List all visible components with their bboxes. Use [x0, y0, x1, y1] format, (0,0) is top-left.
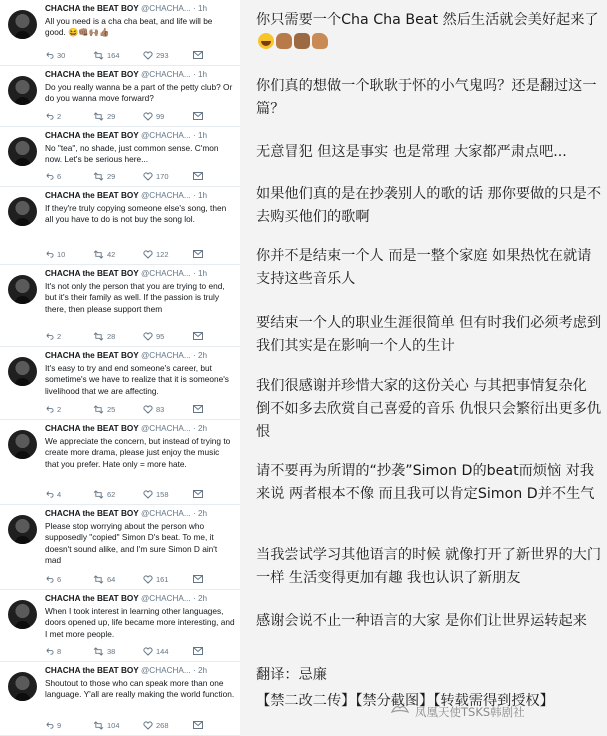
like-button[interactable]: [143, 332, 164, 341]
retweet-button[interactable]: [93, 647, 115, 656]
reply-button[interactable]: [45, 721, 61, 730]
tweet-header: [45, 350, 235, 362]
tweet-list: [0, 0, 240, 736]
reply-count: 6: [57, 575, 62, 584]
direct-message-button[interactable]: [193, 575, 203, 583]
like-button[interactable]: [143, 51, 169, 60]
tweet-header: [45, 130, 235, 142]
retweet-count: 164: [107, 51, 120, 60]
display-name[interactable]: CHACHA the BEAT BOY: [45, 594, 139, 603]
reply-button[interactable]: [45, 647, 61, 656]
tweet[interactable]: [0, 505, 240, 590]
like-button[interactable]: [143, 721, 169, 730]
translation-4: 如果他们真的是在抄袭别人的歌的话 那你要做的只是不去购买他们的歌啊: [256, 186, 602, 225]
fist-bump-icon: [276, 33, 292, 49]
like-button[interactable]: [143, 250, 169, 259]
envelope-icon: [193, 575, 203, 583]
reply-icon: [45, 575, 54, 584]
tweet-time[interactable]: · 2h: [192, 424, 208, 433]
reply-count: 2: [57, 405, 62, 414]
thumbs-up-icon: [312, 33, 328, 49]
tweet-text: Shoutout to those who can speak more than one language. Y'all are really making the world function.: [45, 678, 235, 700]
like-count: 170: [156, 172, 169, 181]
tweet-header: [45, 190, 235, 202]
user-handle[interactable]: @CHACHA...: [140, 351, 191, 360]
retweet-icon: [93, 405, 104, 414]
tweet-body: [45, 190, 235, 226]
avatar[interactable]: [8, 515, 37, 544]
avatar[interactable]: [8, 672, 37, 701]
tweet-text: It's easy to try and end someone's career, but sometime's we have to realize that it is someone's livelihood that we are affecting.: [45, 363, 229, 396]
reply-icon: [45, 405, 54, 414]
retweet-count: 25: [107, 405, 116, 414]
retweet-button[interactable]: [93, 112, 115, 121]
tweet[interactable]: [0, 265, 240, 347]
retweet-button[interactable]: [93, 575, 115, 584]
display-name[interactable]: CHACHA the BEAT BOY: [45, 424, 139, 433]
retweet-count: 62: [107, 490, 116, 499]
display-name[interactable]: CHACHA the BEAT BOY: [45, 509, 139, 518]
tweet[interactable]: [0, 66, 240, 127]
retweet-count: 28: [107, 332, 116, 341]
reply-count: 8: [57, 647, 62, 656]
tweet-body: [45, 423, 235, 470]
avatar[interactable]: [8, 357, 37, 386]
tweet-text: If they're truly copying someone else's song, then all you have to do is not buy the song lol.: [45, 203, 227, 225]
retweet-count: 104: [107, 721, 120, 730]
direct-message-button[interactable]: [193, 721, 203, 729]
tweet-header: [45, 69, 235, 81]
translation-3: 无意冒犯 但这是事实 也是常理 大家都严肃点吧...: [256, 144, 567, 160]
display-name[interactable]: CHACHA the BEAT BOY: [45, 666, 139, 675]
retweet-icon: [93, 172, 104, 181]
retweet-button[interactable]: [93, 51, 120, 60]
tweet[interactable]: [0, 347, 240, 420]
avatar[interactable]: [8, 600, 37, 629]
retweet-button[interactable]: [93, 172, 115, 181]
heart-icon: [143, 332, 153, 341]
tweet[interactable]: [0, 127, 240, 187]
reply-count: 30: [57, 51, 66, 60]
direct-message-button[interactable]: [193, 112, 203, 120]
tweet-text: We appreciate the concern, but instead of trying to create more drama, please just enjoy the music that you prefer. Hate only = more hate.: [45, 436, 231, 469]
like-count: 293: [156, 51, 169, 60]
heart-icon: [143, 112, 153, 121]
tweet-actions: [45, 332, 230, 343]
tweet-actions: [45, 112, 230, 123]
envelope-icon: [193, 490, 203, 498]
envelope-icon: [193, 51, 203, 59]
direct-message-button[interactable]: [193, 647, 203, 655]
tweet-time[interactable]: · 1h: [192, 70, 208, 79]
tweet[interactable]: [0, 590, 240, 662]
emoji-group: [258, 33, 328, 49]
display-name[interactable]: CHACHA the BEAT BOY: [45, 351, 139, 360]
tweet-time[interactable]: · 1h: [192, 269, 208, 278]
translation-10: 感谢会说不止一种语言的大家 是你们让世界运转起来: [256, 613, 587, 629]
tweet-body: [45, 268, 235, 315]
like-count: 268: [156, 721, 169, 730]
reply-icon: [45, 250, 54, 259]
tweet[interactable]: [0, 187, 240, 265]
heart-icon: [143, 721, 153, 730]
display-name[interactable]: CHACHA the BEAT BOY: [45, 4, 139, 13]
retweet-button[interactable]: [93, 332, 115, 341]
tweet-text: No "tea", no shade, just common sense. C'mon now. Let's be serious here...: [45, 143, 219, 165]
retweet-count: 42: [107, 250, 116, 259]
retweet-icon: [93, 575, 104, 584]
tweet-header: [45, 593, 235, 605]
watermark-text: 凤凰天使TSKS韩剧社: [415, 705, 525, 719]
retweet-button[interactable]: [93, 405, 115, 414]
tweet-time[interactable]: · 1h: [192, 131, 208, 140]
user-handle[interactable]: @CHACHA...: [140, 191, 191, 200]
reply-icon: [45, 172, 54, 181]
reply-icon: [45, 332, 54, 341]
tweet-header: [45, 268, 235, 280]
tweet-actions: [45, 405, 230, 416]
reply-icon: [45, 112, 54, 121]
tweet-text: It's not only the person that you are trying to end, but it's their family as well. If the passion is truly there, then please support them: [45, 281, 225, 314]
like-button[interactable]: [143, 647, 169, 656]
tweet-actions: [45, 647, 230, 658]
avatar[interactable]: [8, 430, 37, 459]
tweet[interactable]: [0, 662, 240, 736]
reply-count: 2: [57, 332, 62, 341]
tweet-body: [45, 350, 235, 397]
tweet-actions: [45, 250, 230, 261]
tweet-body: [45, 665, 235, 701]
laughing-face-icon: [258, 33, 274, 49]
tweet[interactable]: [0, 0, 240, 66]
like-count: 83: [156, 405, 165, 414]
retweet-icon: [93, 51, 104, 60]
heart-icon: [143, 51, 153, 60]
retweet-button[interactable]: [93, 490, 115, 499]
user-handle[interactable]: @CHACHA...: [140, 594, 191, 603]
reply-count: 9: [57, 721, 62, 730]
tweet-actions: [45, 172, 230, 183]
display-name[interactable]: CHACHA the BEAT BOY: [45, 269, 139, 278]
heart-icon: [143, 250, 153, 259]
tweet-body: [45, 130, 235, 166]
user-handle[interactable]: @CHACHA...: [140, 424, 191, 433]
retweet-icon: [93, 250, 104, 259]
reply-button[interactable]: [45, 112, 61, 121]
direct-message-button[interactable]: [193, 250, 203, 258]
reply-icon: [45, 490, 54, 499]
tweet-actions: [45, 51, 230, 62]
retweet-icon: [93, 332, 104, 341]
envelope-icon: [193, 112, 203, 120]
retweet-count: 29: [107, 172, 116, 181]
tweet-body: [45, 69, 235, 105]
tweet[interactable]: [0, 420, 240, 505]
display-name[interactable]: CHACHA the BEAT BOY: [45, 191, 139, 200]
tweet-header: [45, 665, 235, 677]
retweet-count: 64: [107, 575, 116, 584]
reply-icon: [45, 647, 54, 656]
reply-button[interactable]: [45, 51, 65, 60]
reply-button[interactable]: [45, 332, 61, 341]
translation-panel: [240, 0, 607, 736]
like-count: 95: [156, 332, 165, 341]
reply-button[interactable]: [45, 490, 61, 499]
tweet-time[interactable]: · 2h: [192, 666, 208, 675]
like-button[interactable]: [143, 490, 169, 499]
envelope-icon: [193, 250, 203, 258]
reply-icon: [45, 51, 54, 60]
user-handle[interactable]: @CHACHA...: [140, 666, 191, 675]
like-count: 158: [156, 490, 169, 499]
translation-1: 你只需要一个Cha Cha Beat 然后生活就会美好起来了: [256, 9, 601, 55]
retweet-icon: [93, 647, 104, 656]
tweet-body: [45, 3, 235, 39]
translation-2: 你们真的想做一个耿耿于怀的小气鬼吗？还是翻过这一篇？: [256, 78, 597, 117]
tweet-actions: [45, 490, 230, 501]
avatar[interactable]: [8, 10, 37, 39]
retweet-button[interactable]: [93, 721, 120, 730]
retweet-icon: [93, 112, 104, 121]
envelope-icon: [193, 332, 203, 340]
reply-button[interactable]: [45, 575, 61, 584]
like-count: 161: [156, 575, 169, 584]
retweet-icon: [93, 490, 104, 499]
like-count: 99: [156, 112, 165, 121]
heart-icon: [143, 172, 153, 181]
user-handle[interactable]: @CHACHA...: [140, 131, 191, 140]
direct-message-button[interactable]: [193, 172, 203, 180]
retweet-count: 29: [107, 112, 116, 121]
retweet-count: 38: [107, 647, 116, 656]
like-button[interactable]: [143, 172, 169, 181]
translation-9: 当我尝试学习其他语言的时候 就像打开了新世界的大门一样 生活变得更加有趣 我也认识了新朋友: [256, 547, 602, 586]
tweet-text: Please stop worrying about the person who supposedly "copied" Simon D's beat. To me, it doesn't sound alike, and I'm sure Simon D ain't mad: [45, 521, 218, 566]
tweet-text: Do you really wanna be a part of the petty club? Or do you wanna move forward?: [45, 82, 233, 104]
translation-7: 我们很感谢并珍惜大家的这份关心 与其把事情复杂化 倒不如多去欣赏自己喜爱的音乐 仇恨只会繁衍出更多仇恨: [256, 378, 602, 440]
translation-8: 请不要再为所谓的“抄袭”Simon D的beat而烦恼 对我来说 两者根本不像 而且我可以肯定Simon D并不生气: [256, 463, 595, 502]
tweet-time[interactable]: · 1h: [192, 4, 208, 13]
tweet-body: [45, 593, 235, 640]
tweet-header: [45, 423, 235, 435]
retweet-icon: [93, 721, 104, 730]
reply-button[interactable]: [45, 172, 61, 181]
avatar[interactable]: [8, 137, 37, 166]
watermark-logo-icon: [390, 702, 410, 716]
translation-6: 要结束一个人的职业生涯很简单 但有时我们必须考虑到 我们其实是在影响一个人的生计: [256, 315, 602, 354]
heart-icon: [143, 490, 153, 499]
avatar[interactable]: [8, 76, 37, 105]
envelope-icon: [193, 721, 203, 729]
user-handle[interactable]: @CHACHA...: [140, 509, 191, 518]
heart-icon: [143, 575, 153, 584]
like-count: 144: [156, 647, 169, 656]
reply-button[interactable]: [45, 405, 61, 414]
tweet-actions: [45, 721, 230, 732]
avatar[interactable]: [8, 275, 37, 304]
reply-icon: [45, 721, 54, 730]
reply-count: 4: [57, 490, 62, 499]
tweet-time[interactable]: · 2h: [192, 351, 208, 360]
tweet-header: [45, 508, 235, 520]
tweet-time[interactable]: · 1h: [192, 191, 208, 200]
avatar[interactable]: [8, 197, 37, 226]
tweet-body: [45, 508, 235, 567]
user-handle[interactable]: @CHACHA...: [140, 269, 191, 278]
direct-message-button[interactable]: [193, 405, 203, 413]
like-button[interactable]: [143, 112, 164, 121]
tweet-time[interactable]: · 2h: [192, 509, 208, 518]
tweet-text: When I took interest in learning other languages, doors opened up, life became more interesting, and I met more people.: [45, 606, 235, 639]
envelope-icon: [193, 172, 203, 180]
direct-message-button[interactable]: [193, 51, 203, 59]
envelope-icon: [193, 647, 203, 655]
tweet-text: All you need is a cha cha beat, and life will be good. 😆👊🏽🙌🏽👍🏽: [45, 16, 213, 38]
tweet-actions: [45, 575, 230, 586]
envelope-icon: [193, 405, 203, 413]
reply-count: 2: [57, 112, 62, 121]
heart-icon: [143, 405, 153, 414]
like-button[interactable]: [143, 405, 164, 414]
direct-message-button[interactable]: [193, 490, 203, 498]
translation-5: 你并不是结束一个人 而是一整个家庭 如果热忱在就请支持这些音乐人: [256, 248, 592, 287]
tweet-time[interactable]: · 2h: [192, 594, 208, 603]
tweet-header: [45, 3, 235, 15]
reply-count: 10: [57, 250, 66, 259]
display-name[interactable]: CHACHA the BEAT BOY: [45, 131, 139, 140]
heart-icon: [143, 647, 153, 656]
display-name[interactable]: CHACHA the BEAT BOY: [45, 70, 139, 79]
translator-credit: 翻译：忌廉: [256, 667, 327, 683]
reply-button[interactable]: [45, 250, 65, 259]
like-button[interactable]: [143, 575, 169, 584]
reply-count: 6: [57, 172, 62, 181]
repost-notice: 【禁二改二传】【禁分截图】【转载需得到授权】: [256, 693, 554, 709]
direct-message-button[interactable]: [193, 332, 203, 340]
raised-hands-icon: [294, 33, 310, 49]
user-handle[interactable]: @CHACHA...: [140, 4, 191, 13]
retweet-button[interactable]: [93, 250, 115, 259]
user-handle[interactable]: @CHACHA...: [140, 70, 191, 79]
like-count: 122: [156, 250, 169, 259]
